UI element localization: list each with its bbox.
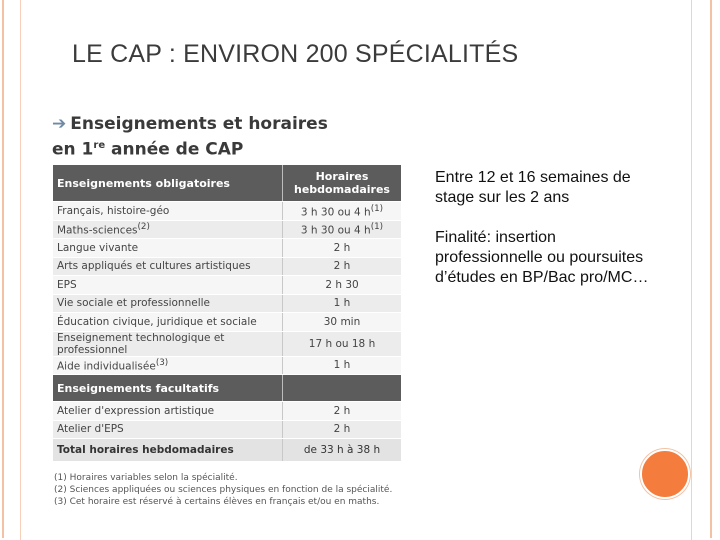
table-row bbox=[53, 356, 401, 375]
table-row bbox=[53, 202, 401, 221]
subject-cell: Enseignement technologique et professionnel bbox=[53, 331, 283, 356]
hours-cell: 3 h 30 ou 4 $h^{(1)}$ bbox=[283, 202, 402, 221]
hours-table bbox=[53, 165, 401, 462]
table-row bbox=[53, 220, 401, 239]
table-footnotes bbox=[54, 472, 404, 508]
subject-cell: Atelier d'EPS bbox=[53, 420, 283, 439]
internship-paragraph: Entre 12 et 16 semaines de stage sur les 2 ans bbox=[435, 169, 631, 206]
subject-cell: Maths-sciences$^{(2)}$ bbox=[53, 220, 283, 239]
optional-section-header: Enseignements facultatifs bbox=[53, 375, 283, 402]
total-label: Total horaires hebdomadaires bbox=[53, 439, 283, 462]
hours-cell: 2 h 30 bbox=[283, 276, 402, 295]
subject-cell: Aide individualisée$^{(3)}$ bbox=[53, 356, 283, 375]
hours-cell: 17 h ou 18 h bbox=[283, 331, 402, 356]
arrow-right-icon: ➔ bbox=[52, 114, 67, 134]
table-row bbox=[53, 420, 401, 439]
goal-paragraph: Finalité: insertion professionnelle ou poursuites d’études en BP/Bac pro/MC… bbox=[435, 229, 649, 286]
table-row bbox=[53, 276, 401, 295]
total-value: de 33 h à 38 h bbox=[283, 439, 402, 462]
footnote: (3) Cet horaire est réservé à certains élèves en français et/ou en maths. bbox=[54, 497, 380, 507]
slide-title: LE CAP : ENVIRON 200 SPÉCIALITÉS bbox=[72, 40, 519, 68]
decorative-circle bbox=[640, 449, 690, 499]
subject-cell: Atelier d'expression artistique bbox=[53, 402, 283, 421]
footnote: (1) Horaires variables selon la spécialité. bbox=[54, 473, 238, 483]
hours-cell: 2 h bbox=[283, 239, 402, 258]
document-heading-line2: en 1re année de CAP bbox=[52, 139, 244, 160]
subject-cell: Français, histoire-géo bbox=[53, 202, 283, 221]
table-row bbox=[53, 331, 401, 356]
side-text-box bbox=[435, 168, 650, 308]
subject-cell: Vie sociale et professionnelle bbox=[53, 294, 283, 313]
hours-cell: 2 h bbox=[283, 420, 402, 439]
document-heading-line1: ➔ Enseignements et horaires bbox=[52, 114, 328, 134]
footnote: (2) Sciences appliquées ou sciences physiques en fonction de la spécialité. bbox=[54, 485, 393, 495]
hours-cell: 1 h bbox=[283, 356, 402, 375]
hours-cell: 2 h bbox=[283, 257, 402, 276]
table-header-row bbox=[53, 165, 401, 202]
table-row bbox=[53, 257, 401, 276]
hours-cell: 2 h bbox=[283, 402, 402, 421]
hours-cell: 1 h bbox=[283, 294, 402, 313]
table-row bbox=[53, 294, 401, 313]
subject-cell: Langue vivante bbox=[53, 239, 283, 258]
hours-cell: 30 min bbox=[283, 313, 402, 332]
subject-cell: EPS bbox=[53, 276, 283, 295]
table-row bbox=[53, 313, 401, 332]
total-row bbox=[53, 439, 401, 462]
header-subjects: Enseignements obligatoires bbox=[53, 165, 283, 202]
optional-section-row bbox=[53, 375, 401, 402]
subject-cell: Éducation civique, juridique et sociale bbox=[53, 313, 283, 332]
table-row bbox=[53, 402, 401, 421]
table-row bbox=[53, 239, 401, 258]
subject-cell: Arts appliqués et cultures artistiques bbox=[53, 257, 283, 276]
document-heading bbox=[52, 114, 352, 161]
optional-section-hours bbox=[283, 375, 402, 402]
hours-cell: 3 h 30 ou 4 $h^{(1)}$ bbox=[283, 220, 402, 239]
header-hours: Horaires hebdomadaires bbox=[283, 165, 402, 202]
